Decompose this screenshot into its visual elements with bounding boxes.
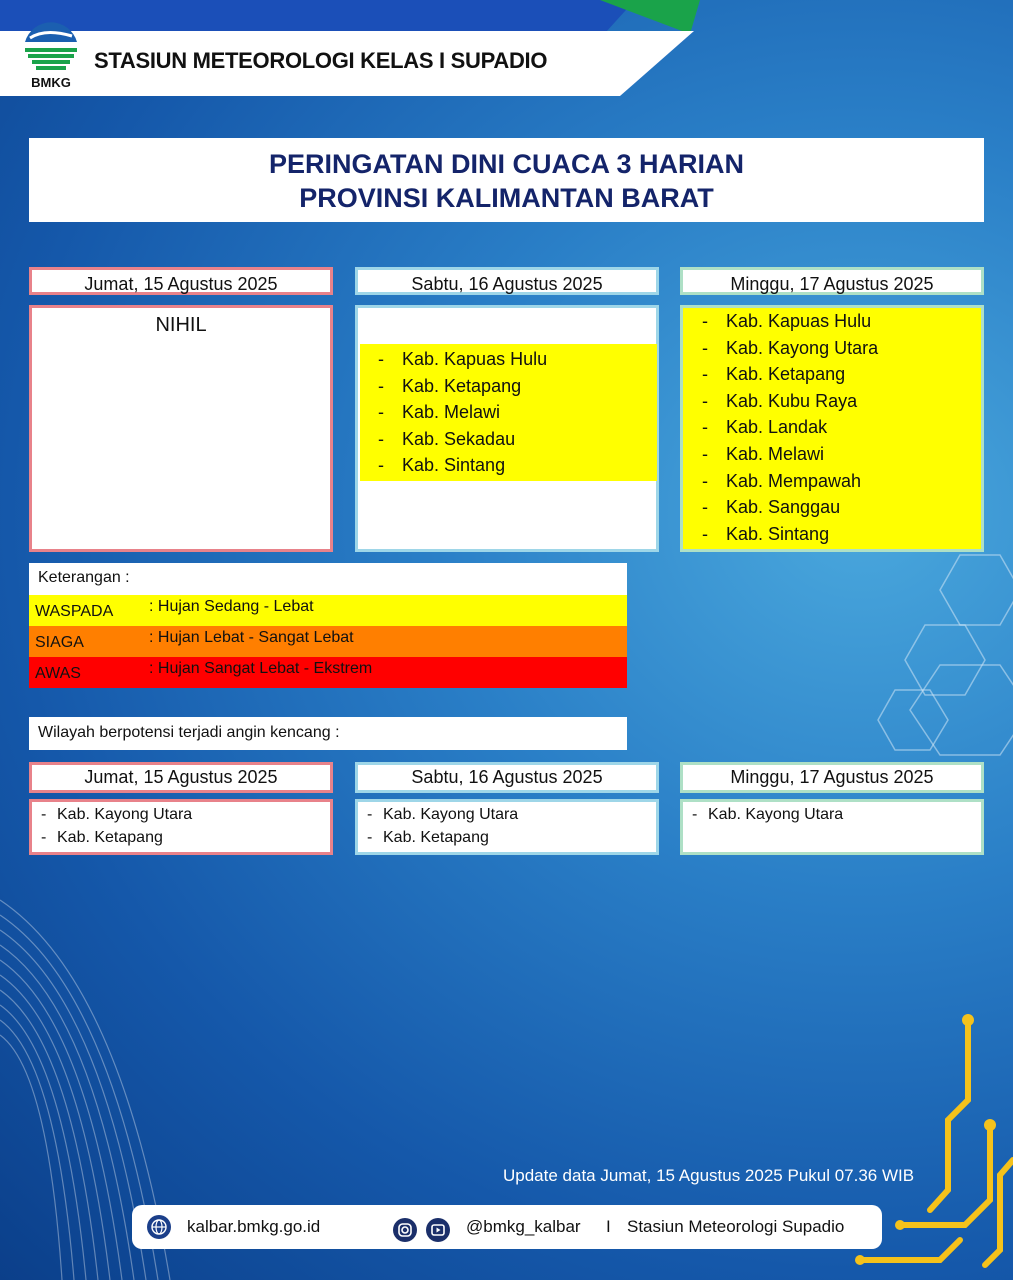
wind-day-3-box — [680, 799, 984, 855]
instagram-icon[interactable] — [393, 1218, 417, 1242]
youtube-icon[interactable] — [426, 1218, 450, 1242]
level-desc: : Hujan Sedang - Lebat — [149, 598, 314, 615]
legend-label: Keterangan : — [29, 563, 627, 595]
warning-region-list — [683, 308, 981, 547]
footer-separator: I — [606, 1217, 611, 1236]
legend — [29, 563, 627, 688]
list-item: - Kab. Kayong Utara — [702, 337, 879, 358]
footer-station-name: Stasiun Meteorologi Supadio — [627, 1217, 845, 1236]
list-item: - Kab. Melawi — [378, 402, 501, 423]
wind-section-label: Wilayah berpotensi terjadi angin kencang : — [29, 717, 627, 750]
level-name: AWAS — [35, 665, 81, 682]
rain-day-2-box — [355, 305, 659, 552]
legend-waspada — [29, 595, 627, 626]
list-item: - Kab. Sintang — [702, 523, 830, 544]
title-line-2: PROVINSI KALIMANTAN BARAT — [299, 183, 714, 213]
list-item: - Kab. Melawi — [702, 443, 825, 464]
list-item: - Kab. Kayong Utara — [367, 806, 519, 823]
legend-awas — [29, 657, 627, 688]
level-name: SIAGA — [35, 634, 84, 651]
update-timestamp: Update data Jumat, 15 Agustus 2025 Pukul 07.36 WIB — [503, 1166, 915, 1185]
wind-day-1-header: Jumat, 15 Agustus 2025 — [29, 762, 333, 793]
rain-day-1-header: Jumat, 15 Agustus 2025 — [29, 267, 333, 295]
list-item: - Kab. Mempawah — [702, 470, 862, 491]
website-link[interactable]: kalbar.bmkg.go.id — [187, 1217, 321, 1236]
legend-siaga — [29, 626, 627, 657]
station-title: STASIUN METEOROLOGI KELAS I SUPADIO — [94, 48, 548, 73]
bmkg-logo — [20, 12, 82, 90]
list-item: - Kab. Ketapang — [41, 829, 163, 846]
list-item: - Kab. Sekadau — [378, 428, 516, 449]
list-item: - Kab. Sanggau — [702, 497, 841, 518]
list-item: - Kab. Ketapang — [702, 364, 846, 385]
list-item: - Kab. Sintang — [378, 455, 506, 476]
social-handle[interactable]: @bmkg_kalbar — [466, 1217, 581, 1236]
list-item: - Kab. Ketapang — [378, 375, 522, 396]
rain-day-3-header: Minggu, 17 Agustus 2025 — [680, 267, 984, 295]
list-item: - Kab. Ketapang — [367, 829, 489, 846]
globe-icon — [147, 1215, 171, 1239]
wind-day-3-header: Minggu, 17 Agustus 2025 — [680, 762, 984, 793]
list-item: - Kab. Kapuas Hulu — [378, 349, 548, 369]
rain-day-1-box — [29, 305, 333, 552]
level-desc: : Hujan Lebat - Sangat Lebat — [149, 629, 354, 646]
list-item: - Kab. Kubu Raya — [702, 390, 858, 411]
level-name: WASPADA — [35, 603, 114, 620]
wind-day-2-box — [355, 799, 659, 855]
list-item: - Kab. Landak — [702, 417, 828, 438]
footer-bar — [132, 1205, 882, 1249]
list-item: - Kab. Kayong Utara — [692, 806, 844, 823]
list-item: - Kab. Kapuas Hulu — [702, 311, 872, 331]
warning-region-list — [360, 344, 657, 481]
page-title — [29, 138, 984, 222]
title-line-1: PERINGATAN DINI CUACA 3 HARIAN — [268, 149, 744, 179]
rain-day-2-header: Sabtu, 16 Agustus 2025 — [355, 267, 659, 295]
wind-day-1-box — [29, 799, 333, 855]
rain-day-3-box — [680, 305, 984, 552]
logo-text: BMKG — [31, 75, 71, 90]
nihil-status: NIHIL — [155, 314, 207, 336]
level-desc: : Hujan Sangat Lebat - Ekstrem — [149, 660, 373, 677]
list-item: - Kab. Kayong Utara — [41, 806, 193, 823]
wind-day-2-header: Sabtu, 16 Agustus 2025 — [355, 762, 659, 793]
